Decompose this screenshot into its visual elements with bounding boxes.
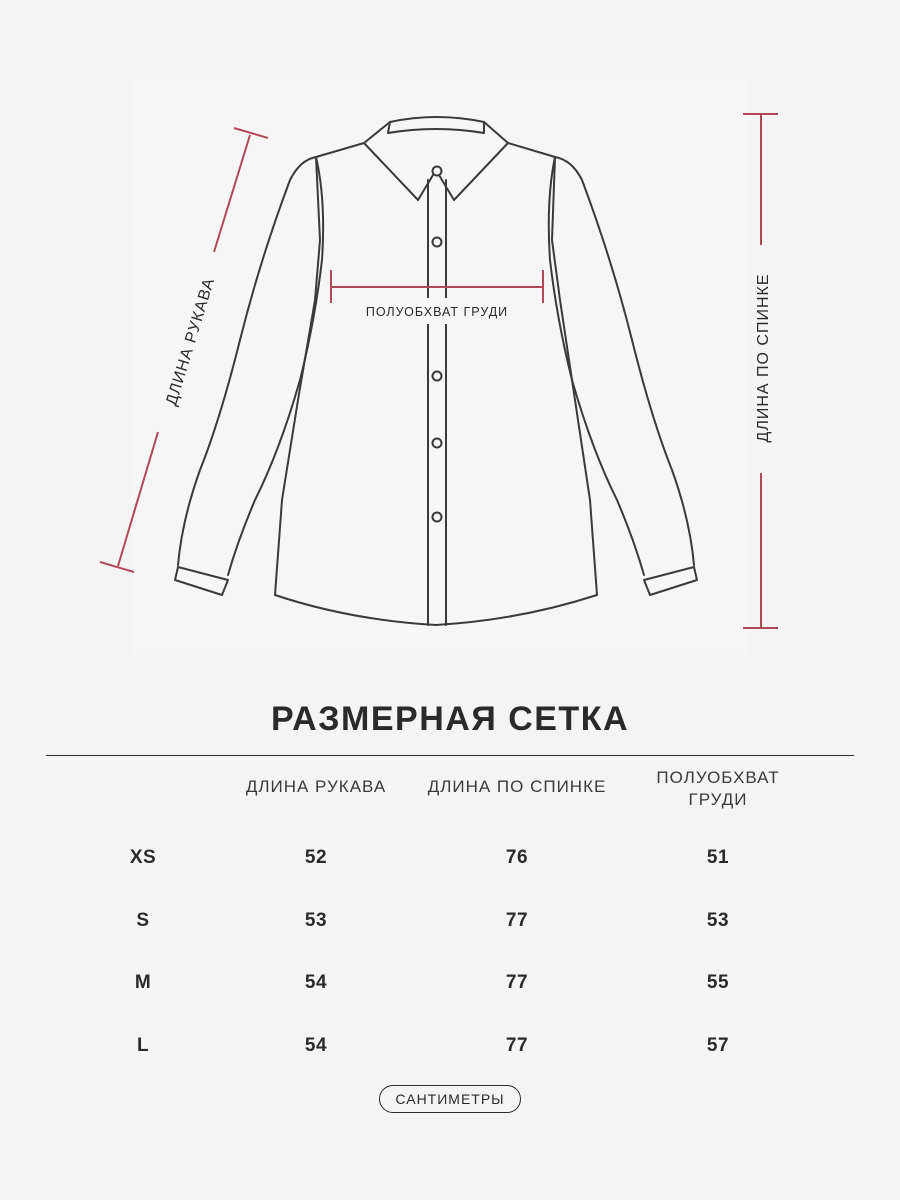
diagram-panel (130, 80, 750, 655)
header-chest-width (638, 767, 798, 811)
title-divider (46, 755, 854, 756)
table-row (0, 972, 900, 1002)
chest-cell: 51 (706, 847, 730, 868)
back-cell: 77 (505, 972, 529, 993)
sleeve-cell: 52 (304, 847, 328, 868)
header-sleeve-length: ДЛИНА РУКАВА (245, 777, 387, 796)
size-cell: XS (129, 847, 157, 868)
sleeve-cell: 54 (304, 1035, 328, 1056)
back-cell: 77 (505, 910, 529, 931)
size-cell: M (134, 972, 152, 993)
table-row (0, 910, 900, 940)
page-title: РАЗМЕРНАЯ СЕТКА (270, 700, 630, 738)
button (433, 238, 442, 247)
button (433, 439, 442, 448)
header-chest-line1: ПОЛУОБХВАТ (656, 768, 780, 787)
table-row (0, 1035, 900, 1065)
header-back-length: ДЛИНА ПО СПИНКЕ (427, 777, 607, 796)
chest-cell: 55 (706, 972, 730, 993)
size-cell: S (136, 910, 150, 931)
back-length-label: ДЛИНА ПО СПИНКЕ (755, 273, 772, 443)
header-chest-line2: ГРУДИ (688, 790, 748, 809)
chest-cell: 57 (706, 1035, 730, 1056)
button (433, 513, 442, 522)
sleeve-cell: 53 (304, 910, 328, 931)
sleeve-cell: 54 (304, 972, 328, 993)
chest-cell: 53 (706, 910, 730, 931)
chest-width-label: ПОЛУОБХВАТ ГРУДИ (365, 305, 509, 319)
back-cell: 76 (505, 847, 529, 868)
table-row (0, 847, 900, 877)
sleeve-length-label: ДЛИНА РУКАВА (163, 275, 219, 408)
button (433, 372, 442, 381)
size-cell: L (136, 1035, 150, 1056)
button (433, 167, 442, 176)
back-cell: 77 (505, 1035, 529, 1056)
unit-badge: САНТИМЕТРЫ (379, 1085, 521, 1113)
